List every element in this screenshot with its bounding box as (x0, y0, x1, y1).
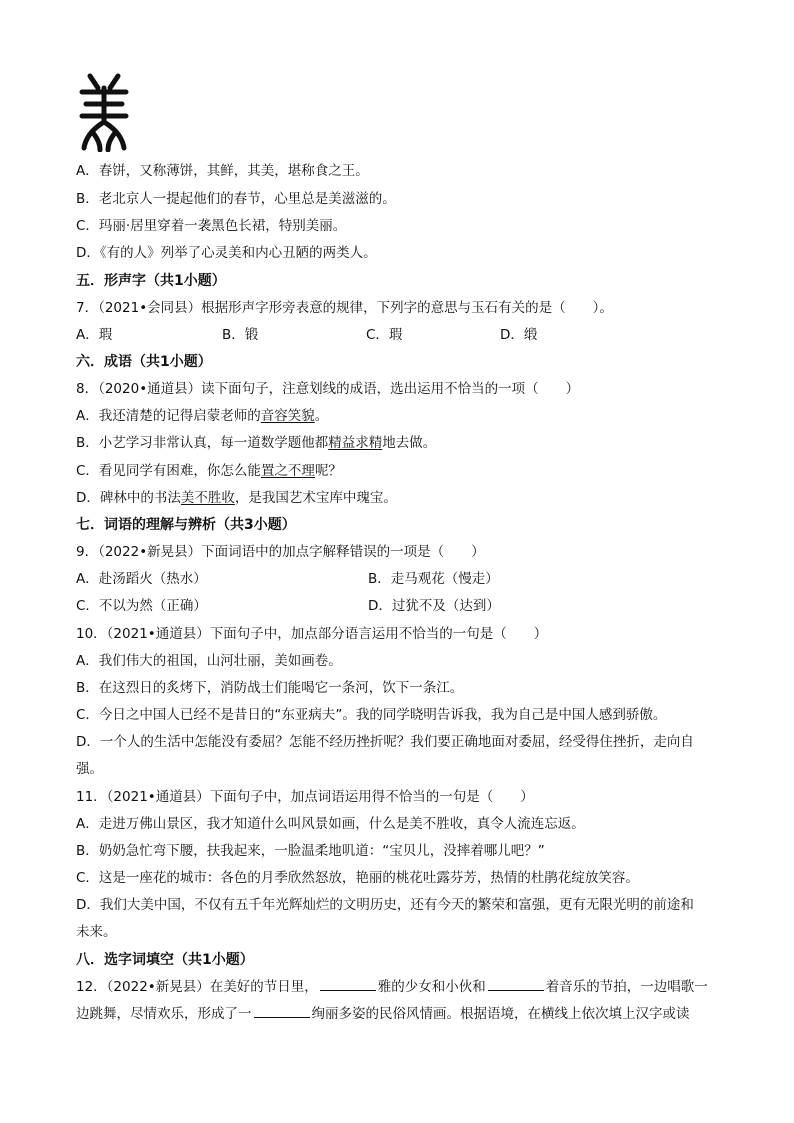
q6-option-b: B．老北京人一提起他们的春节，心里总是美滋滋的。 (76, 191, 396, 207)
q8-b-idiom: 精益求精 (328, 435, 383, 451)
q6-option-c: C．玛丽·居里穿着一袭黑色长裙，特别美丽。 (76, 218, 347, 234)
q8-d-end: ，是我国艺术宝库中瑰宝。 (234, 490, 397, 506)
q8-b-text: B．小艺学习非常认真，每一道数学题他都 (76, 435, 329, 451)
q9-option-d: D．过犹不及（达到） (368, 598, 500, 614)
q10-option-d-line2: 强。 (76, 761, 103, 777)
q12-text-3: 着音乐的节拍，一边唱歌一 (545, 979, 708, 995)
q8-d-idiom: 美不胜收 (180, 490, 235, 506)
q12-text-1: 12．（2022•新晃县）在美好的节日里， (76, 979, 318, 995)
q7-option-d: D．缎 (500, 327, 538, 343)
seal-script-character (76, 70, 132, 152)
section-heading-6: 六．成语（共1小题） (76, 354, 212, 370)
q8-c-end: 呢？ (314, 463, 342, 479)
q8-d-text: D．碑林中的书法 (76, 490, 181, 506)
q9-option-b: B．走马观花（慢走） (368, 571, 499, 587)
q8-option-d (76, 489, 397, 507)
q10-option-b: B．在这烈日的炙烤下，消防战士们能喝它一条河，饮下一条江。 (76, 680, 464, 696)
q9-stem: 9．（2022•新晃县）下面词语中的加点字解释错误的一项是（ ） (76, 544, 485, 560)
q8-a-text: A．我还清楚的记得启蒙老师的 (76, 408, 261, 424)
q8-stem: 8．（2020•通道县）读下面句子，注意划线的成语，选出运用不恰当的一项（ ） (76, 381, 580, 397)
q12-line2 (76, 1005, 690, 1023)
q12-text-5: 绚丽多姿的民俗风情画。根据语境，在横线上依次填上汉字或读 (311, 1006, 690, 1022)
q8-b-end: 地去做。 (382, 435, 437, 451)
q8-c-text: C．看见同学有困难，你怎么能 (76, 463, 261, 479)
section-heading-7: 七．词语的理解与辨析（共3小题） (76, 517, 296, 533)
section-heading-8: 八．选字词填空（共1小题） (76, 952, 254, 968)
q7-stem: 7．（2021•会同县）根据形声字形旁表意的规律，下列字的意思与玉石有关的是（ ）。 (76, 300, 613, 316)
q11-option-b: B．奶奶急忙弯下腰，扶我起来，一脸温柔地叽道：“宝贝儿，没摔着哪儿吧？” (76, 843, 545, 859)
q12-line1 (76, 978, 708, 996)
q9-option-a: A．赴汤蹈火（热水） (76, 571, 207, 587)
q11-option-d-line1: D．我们大美中国，不仅有五千年光辉灿烂的文明历史，还有今天的繁荣和富强，更有无限光明的前途和 (76, 897, 694, 913)
q8-option-a (76, 407, 328, 425)
q11-option-a: A．走进万佛山景区，我才知道什么叫风景如画，什么是美不胜收，真令人流连忘返。 (76, 816, 585, 832)
q8-option-c (76, 462, 342, 480)
q11-stem: 11．（2021•通道县）下面句子中，加点词语运用得不恰当的一句是（ ） (76, 789, 534, 805)
q7-option-a: A．瑕 (76, 327, 113, 343)
q8-a-idiom: 音容笑貌 (260, 408, 315, 424)
q7-option-c: C．瑕 (366, 327, 403, 343)
q11-option-c: C．这是一座花的城市：各色的月季欣然怒放，艳丽的桃花吐露芬芳，热情的杜鹃花绽放笑容。 (76, 870, 639, 886)
q12-blank-3[interactable] (254, 1005, 310, 1018)
q12-text-4: 边跳舞，尽情欢乐，形成了一 (76, 1006, 252, 1022)
q10-stem: 10．（2021•通道县）下面句子中，加点部分语言运用不恰当的一句是（ ） (76, 626, 548, 642)
q12-blank-1[interactable] (320, 978, 376, 991)
section-heading-5: 五．形声字（共1小题） (76, 273, 226, 289)
q12-blank-2[interactable] (488, 978, 544, 991)
q7-option-b: B．锻 (222, 327, 259, 343)
q6-option-d: D．《有的人》列举了心灵美和内心丑陋的两类人。 (76, 245, 377, 261)
q10-option-d-line1: D．一个人的生活中怎能没有委屈？怎能不经历挫折呢？我们要正确地面对委屈，经受得住挫折，走向自 (76, 734, 694, 750)
q8-a-end: 。 (314, 408, 329, 424)
q9-option-c: C．不以为然（正确） (76, 598, 207, 614)
q11-option-d-line2: 未来。 (76, 924, 117, 940)
q6-option-a: A．春饼，又称薄饼，其鲜，其美，堪称食之王。 (76, 163, 369, 179)
q8-option-b (76, 434, 436, 452)
q10-option-c: C．今日之中国人已经不是昔日的“东亚病夫”。我的同学晓明告诉我，我为自己是中国人感到骄傲。 (76, 707, 667, 723)
q8-c-idiom: 置之不理 (260, 463, 315, 479)
q10-option-a: A．我们伟大的祖国，山河壮丽，美如画卷。 (76, 653, 342, 669)
q12-text-2: 雅的少女和小伙和 (377, 979, 486, 995)
